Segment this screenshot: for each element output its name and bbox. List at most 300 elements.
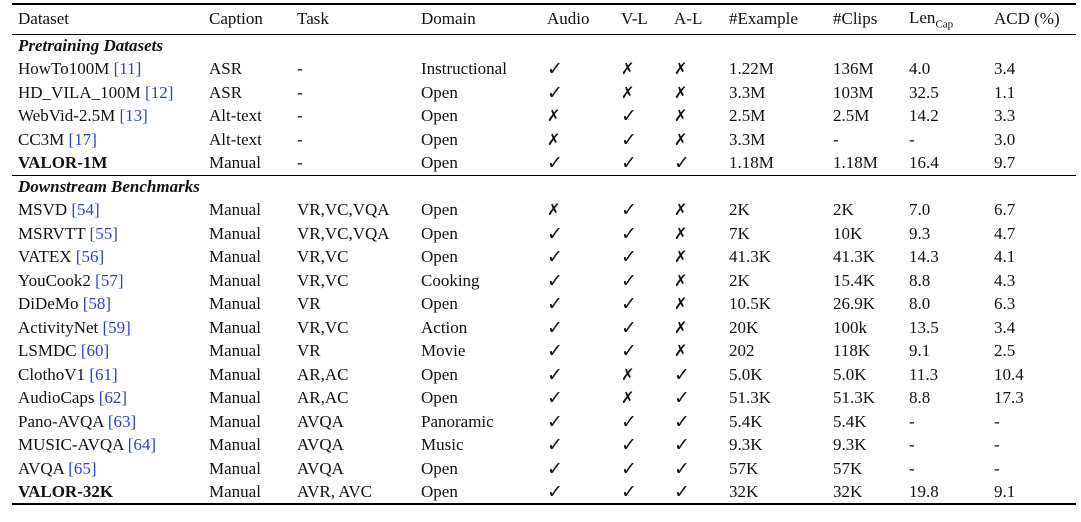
check-icon: ✓	[547, 222, 563, 245]
cell-domain: Movie	[421, 341, 466, 361]
cell-len: 9.3	[909, 223, 931, 243]
dataset-name: CC3M	[18, 129, 65, 149]
cell-task: -	[297, 106, 303, 126]
cross-icon: ✗	[674, 129, 688, 149]
cell-len: 16.4	[909, 153, 939, 172]
header-example: #Example	[729, 9, 798, 29]
table-row	[12, 457, 1076, 481]
dataset-name: ClothoV1	[18, 364, 86, 384]
cell-caption: Manual	[209, 364, 261, 384]
cross-icon: ✗	[621, 82, 635, 102]
cell-dataset	[12, 293, 203, 317]
cross-icon: ✗	[674, 341, 688, 361]
cell-vl	[615, 152, 668, 176]
cell-al	[668, 481, 723, 505]
check-icon: ✓	[674, 457, 690, 480]
cell-caption: Manual	[209, 223, 261, 243]
cell-domain: Action	[421, 317, 468, 337]
cell-example: 3.3M	[729, 129, 766, 149]
cell-caption: Manual	[209, 200, 261, 220]
check-icon: ✓	[674, 410, 690, 433]
cell-dataset	[12, 340, 203, 364]
cell-acd: 4.7	[994, 223, 1016, 243]
dataset-name: MSVD	[18, 200, 68, 220]
cell-task: AR,AC	[297, 364, 349, 384]
dataset-comparison-table	[12, 3, 1076, 505]
citation-link[interactable]: [61]	[89, 364, 118, 384]
cell-vl	[615, 293, 668, 317]
cell-al	[668, 387, 723, 411]
check-icon: ✓	[621, 434, 637, 457]
cell-clips: 136M	[833, 59, 874, 79]
cross-icon: ✗	[674, 106, 688, 126]
table-header	[12, 4, 1076, 34]
cell-clips: 10K	[833, 223, 863, 243]
citation-link[interactable]: [11]	[113, 59, 142, 79]
cross-icon: ✗	[674, 200, 688, 220]
cell-len: 9.1	[909, 341, 931, 361]
cell-example: 202	[729, 341, 755, 361]
cell-caption: Manual	[209, 435, 261, 455]
cell-domain: Open	[421, 388, 458, 408]
cell-al	[668, 199, 723, 223]
check-icon: ✓	[547, 410, 563, 433]
dataset-name: MSRVTT	[18, 223, 86, 243]
cell-vl	[615, 199, 668, 223]
table-row	[12, 246, 1076, 270]
citation-link[interactable]: [55]	[89, 223, 118, 243]
cross-icon: ✗	[674, 223, 688, 243]
cell-audio	[541, 363, 615, 387]
check-icon: ✓	[621, 199, 637, 222]
dataset-name: AVQA	[18, 458, 64, 478]
cell-domain: Cooking	[421, 270, 480, 290]
check-icon: ✓	[621, 128, 637, 151]
cell-task: VR	[297, 341, 321, 361]
table-row	[12, 58, 1076, 82]
cell-task: AR,AC	[297, 388, 349, 408]
cell-len: 4.0	[909, 59, 931, 79]
cell-audio	[541, 434, 615, 458]
cross-icon: ✗	[621, 59, 635, 79]
cell-len: -	[909, 411, 915, 431]
cell-len: 13.5	[909, 317, 939, 337]
cell-al	[668, 363, 723, 387]
cell-al	[668, 434, 723, 458]
cell-dataset	[12, 481, 203, 505]
dataset-name: DiDeMo	[18, 294, 79, 314]
check-icon: ✓	[674, 480, 690, 503]
cell-domain: Open	[421, 481, 458, 501]
check-icon: ✓	[547, 340, 563, 363]
cell-task: VR,VC	[297, 247, 349, 267]
check-icon: ✓	[547, 58, 563, 81]
cell-dataset	[12, 434, 203, 458]
cell-caption: Manual	[209, 388, 261, 408]
cross-icon: ✗	[674, 270, 688, 290]
cross-icon: ✗	[674, 247, 688, 267]
cell-al	[668, 152, 723, 176]
dataset-name: HD_VILA_100M	[18, 82, 141, 102]
cell-acd: 6.7	[994, 200, 1016, 220]
citation-link[interactable]: [65]	[68, 458, 97, 478]
cell-task: AVQA	[297, 411, 344, 431]
table-row	[12, 316, 1076, 340]
cell-vl	[615, 340, 668, 364]
cell-acd: 10.4	[994, 364, 1024, 384]
cell-audio	[541, 81, 615, 105]
cell-acd: 3.0	[994, 129, 1016, 149]
section-title: Pretraining Datasets	[18, 36, 163, 55]
cell-vl	[615, 434, 668, 458]
check-icon: ✓	[547, 387, 563, 410]
check-icon: ✓	[547, 363, 563, 386]
cell-al	[668, 410, 723, 434]
dataset-name: LSMDC	[18, 341, 77, 361]
cell-example: 5.0K	[729, 364, 763, 384]
cell-len: 14.2	[909, 106, 939, 126]
cell-vl	[615, 222, 668, 246]
check-icon: ✓	[674, 434, 690, 457]
cell-audio	[541, 152, 615, 176]
cell-acd: 6.3	[994, 294, 1016, 314]
cell-domain: Open	[421, 200, 458, 220]
cell-len: -	[909, 129, 915, 149]
cell-al	[668, 58, 723, 82]
cell-clips: 51.3K	[833, 388, 876, 408]
cell-dataset	[12, 81, 203, 105]
cell-clips: 5.4K	[833, 411, 867, 431]
check-icon: ✓	[621, 246, 637, 269]
cell-domain: Open	[421, 129, 458, 149]
cross-icon: ✗	[674, 82, 688, 102]
check-icon: ✓	[547, 316, 563, 339]
cell-task: VR,VC,VQA	[297, 223, 390, 243]
cell-vl	[615, 457, 668, 481]
cell-task: AVQA	[297, 435, 344, 455]
citation-link[interactable]: [60]	[80, 341, 110, 361]
check-icon: ✓	[547, 457, 563, 480]
cell-dataset	[12, 58, 203, 82]
header-dataset: Dataset	[18, 9, 69, 29]
cell-clips: 26.9K	[833, 294, 876, 314]
table-row	[12, 363, 1076, 387]
cell-audio	[541, 199, 615, 223]
check-icon: ✓	[674, 363, 690, 386]
cell-caption: Manual	[209, 458, 261, 478]
dataset-name: MUSIC-AVQA	[18, 435, 124, 455]
cell-dataset	[12, 152, 203, 176]
cross-icon: ✗	[547, 129, 561, 149]
table-row	[12, 293, 1076, 317]
check-icon: ✓	[547, 293, 563, 316]
header-audio: Audio	[547, 9, 590, 29]
cell-clips: 5.0K	[833, 364, 867, 384]
cell-acd: -	[994, 458, 1000, 478]
cell-caption: Alt-text	[209, 106, 262, 126]
cell-example: 5.4K	[729, 411, 763, 431]
cell-al	[668, 293, 723, 317]
header-len-sub: Cap	[935, 18, 954, 31]
cell-dataset	[12, 410, 203, 434]
cell-clips: 9.3K	[833, 435, 867, 455]
cell-acd: -	[994, 435, 1000, 455]
citation-link[interactable]: [63]	[107, 411, 137, 431]
dataset-name: WebVid-2.5M	[18, 106, 116, 126]
cell-acd: -	[994, 411, 1000, 431]
dataset-name: AudioCaps	[18, 388, 95, 408]
cell-audio	[541, 387, 615, 411]
cell-al	[668, 81, 723, 105]
cell-example: 32K	[729, 481, 759, 501]
cell-vl	[615, 387, 668, 411]
check-icon: ✓	[547, 480, 563, 503]
cell-audio	[541, 58, 615, 82]
cell-domain: Open	[421, 82, 458, 102]
cross-icon: ✗	[621, 364, 635, 384]
section-downstream	[12, 175, 1076, 504]
check-icon: ✓	[547, 269, 563, 292]
cell-dataset	[12, 457, 203, 481]
cell-audio	[541, 340, 615, 364]
cell-audio	[541, 410, 615, 434]
cell-clips: 100k	[833, 317, 867, 337]
citation-link[interactable]: [57]	[95, 270, 124, 290]
table-row	[12, 222, 1076, 246]
cell-example: 7K	[729, 223, 750, 243]
check-icon: ✓	[621, 105, 637, 128]
cell-audio	[541, 246, 615, 270]
citation-link[interactable]: [17]	[68, 129, 97, 149]
section-title: Downstream Benchmarks	[18, 177, 200, 196]
dataset-name: Pano-AVQA	[18, 411, 104, 431]
dataset-name: VATEX	[18, 247, 72, 267]
cell-example: 51.3K	[729, 388, 772, 408]
cross-icon: ✗	[547, 200, 561, 220]
dataset-name: HowTo100M	[18, 59, 110, 79]
cell-al	[668, 269, 723, 293]
section-pretraining	[12, 34, 1076, 175]
header-len	[903, 4, 988, 34]
cell-caption: Manual	[209, 481, 261, 501]
dataset-name: ActivityNet	[18, 317, 99, 337]
citation-link[interactable]: [13]	[119, 106, 148, 126]
cell-caption: Manual	[209, 247, 261, 267]
citation-link[interactable]: [64]	[127, 435, 157, 455]
cell-domain: Open	[421, 458, 458, 478]
cell-example: 57K	[729, 458, 759, 478]
cell-acd: 3.4	[994, 59, 1016, 79]
cell-caption: ASR	[209, 82, 243, 102]
citation-link[interactable]: [62]	[98, 388, 128, 408]
cell-dataset	[12, 105, 203, 129]
cell-domain: Panoramic	[421, 411, 494, 431]
cell-vl	[615, 128, 668, 152]
cell-vl	[615, 58, 668, 82]
citation-link[interactable]: [12]	[145, 82, 174, 102]
citation-link[interactable]: [59]	[102, 317, 131, 337]
cell-caption: ASR	[209, 59, 243, 79]
dataset-name: YouCook2	[18, 270, 91, 290]
cell-example: 20K	[729, 317, 759, 337]
cell-clips: 15.4K	[833, 270, 876, 290]
cell-clips: 41.3K	[833, 247, 876, 267]
check-icon: ✓	[547, 81, 563, 104]
cell-acd: 9.1	[994, 481, 1016, 501]
cell-example: 2K	[729, 200, 750, 220]
cell-clips: 118K	[833, 341, 871, 361]
header-len-main: Len	[909, 8, 936, 28]
cell-clips: 32K	[833, 481, 863, 501]
table-row	[12, 81, 1076, 105]
cell-len: 8.8	[909, 270, 931, 290]
cross-icon: ✗	[674, 59, 688, 79]
cross-icon: ✗	[547, 106, 561, 126]
cell-dataset	[12, 199, 203, 223]
cell-example: 3.3M	[729, 82, 766, 102]
cell-example: 1.18M	[729, 153, 774, 172]
cell-clips: 103M	[833, 82, 874, 102]
cell-clips: 57K	[833, 458, 863, 478]
cell-domain: Open	[421, 223, 458, 243]
table-row	[12, 481, 1076, 505]
check-icon: ✓	[547, 152, 563, 174]
cell-dataset	[12, 222, 203, 246]
cross-icon: ✗	[621, 388, 635, 408]
header-acd: ACD (%)	[994, 9, 1060, 29]
cell-caption: Manual	[209, 411, 261, 431]
cell-task: VR,VC	[297, 317, 349, 337]
cell-vl	[615, 246, 668, 270]
cell-example: 10.5K	[729, 294, 772, 314]
cell-domain: Open	[421, 294, 458, 314]
check-icon: ✓	[547, 434, 563, 457]
table-row	[12, 152, 1076, 176]
table-row	[12, 410, 1076, 434]
cell-task: -	[297, 59, 303, 79]
cell-caption: Manual	[209, 270, 261, 290]
cell-task: -	[297, 129, 303, 149]
cell-acd: 2.5	[994, 341, 1016, 361]
cell-vl	[615, 269, 668, 293]
cell-caption: Manual	[209, 317, 261, 337]
cell-len: 19.8	[909, 481, 939, 501]
cell-al	[668, 128, 723, 152]
check-icon: ✓	[621, 222, 637, 245]
cell-task: VR	[297, 294, 321, 314]
cell-caption: Manual	[209, 341, 261, 361]
cell-len: 8.0	[909, 294, 931, 314]
cell-example: 1.22M	[729, 59, 774, 79]
table-row	[12, 269, 1076, 293]
cell-vl	[615, 410, 668, 434]
citation-link[interactable]: [58]	[82, 294, 112, 314]
cell-len: 8.8	[909, 388, 931, 408]
cell-audio	[541, 316, 615, 340]
section-title-row	[12, 34, 1076, 58]
header-caption: Caption	[209, 9, 263, 29]
cell-al	[668, 457, 723, 481]
cell-len: -	[909, 435, 915, 455]
cell-example: 9.3K	[729, 435, 763, 455]
cell-acd: 3.4	[994, 317, 1016, 337]
cell-task: -	[297, 82, 303, 102]
cell-acd: 4.3	[994, 270, 1016, 290]
cell-example: 2K	[729, 270, 750, 290]
cell-dataset	[12, 246, 203, 270]
cell-vl	[615, 316, 668, 340]
cell-example: 41.3K	[729, 247, 772, 267]
cell-len: 11.3	[909, 364, 939, 384]
cell-domain: Music	[421, 435, 464, 455]
cell-caption: Manual	[209, 153, 261, 172]
table-row	[12, 434, 1076, 458]
cell-domain: Instructional	[421, 59, 507, 79]
cell-task: VR,VC,VQA	[297, 200, 390, 220]
cell-domain: Open	[421, 153, 458, 172]
cell-task: VR,VC	[297, 270, 349, 290]
cell-vl	[615, 363, 668, 387]
cell-audio	[541, 293, 615, 317]
cell-audio	[541, 481, 615, 505]
cell-clips: 2.5M	[833, 106, 870, 126]
cell-domain: Open	[421, 106, 458, 126]
check-icon: ✓	[674, 152, 690, 174]
check-icon: ✓	[621, 293, 637, 316]
citation-link[interactable]: [56]	[75, 247, 105, 267]
cross-icon: ✗	[674, 317, 688, 337]
cell-acd: 9.7	[994, 153, 1016, 172]
cell-clips: 1.18M	[833, 153, 878, 172]
header-vl: V-L	[621, 9, 648, 29]
cell-caption: Manual	[209, 294, 261, 314]
check-icon: ✓	[621, 480, 637, 503]
check-icon: ✓	[621, 316, 637, 339]
cell-task: -	[297, 153, 303, 172]
header-clips: #Clips	[833, 9, 878, 29]
check-icon: ✓	[621, 152, 637, 174]
citation-link[interactable]: [54]	[71, 200, 100, 220]
table-row	[12, 387, 1076, 411]
cell-domain: Open	[421, 247, 458, 267]
cell-al	[668, 246, 723, 270]
check-icon: ✓	[621, 457, 637, 480]
check-icon: ✓	[621, 269, 637, 292]
check-icon: ✓	[674, 387, 690, 410]
cell-len: 14.3	[909, 247, 939, 267]
cell-al	[668, 316, 723, 340]
section-title-row	[12, 175, 1076, 199]
cell-example: 2.5M	[729, 106, 766, 126]
table-row	[12, 340, 1076, 364]
cell-dataset	[12, 363, 203, 387]
cell-acd: 3.3	[994, 106, 1016, 126]
cell-audio	[541, 222, 615, 246]
cell-dataset	[12, 316, 203, 340]
dataset-name: VALOR-32K	[18, 481, 114, 501]
header-task: Task	[297, 9, 329, 29]
check-icon: ✓	[621, 410, 637, 433]
cell-dataset	[12, 128, 203, 152]
cell-caption: Alt-text	[209, 129, 262, 149]
cell-al	[668, 222, 723, 246]
cell-audio	[541, 457, 615, 481]
check-icon: ✓	[547, 246, 563, 269]
check-icon: ✓	[621, 340, 637, 363]
cell-clips: -	[833, 129, 839, 149]
cell-domain: Open	[421, 364, 458, 384]
cell-len: -	[909, 458, 915, 478]
